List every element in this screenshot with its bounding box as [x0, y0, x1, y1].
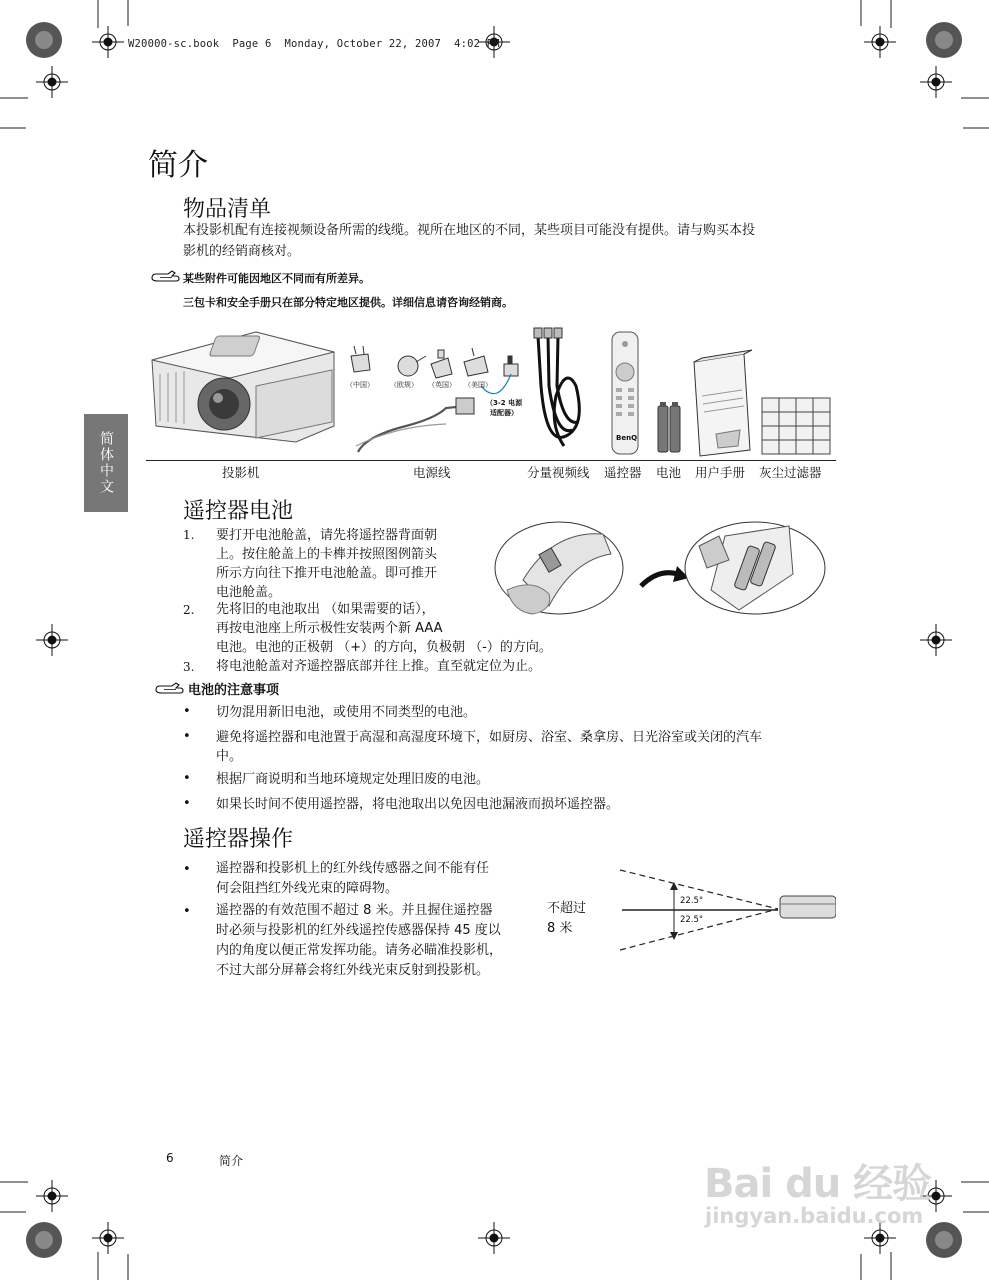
step-1-line-4: 电池舱盖。 — [216, 585, 282, 600]
packing-illustration — [146, 326, 836, 466]
note-hand-icon — [150, 269, 182, 289]
plug-images — [351, 346, 518, 378]
dust-filter-image — [762, 398, 830, 454]
footer-section: 简介 — [219, 1154, 244, 1168]
step-2-line-1: 先将旧的电池取出 （如果需要的话）， — [216, 602, 435, 617]
bullet: • — [183, 729, 191, 744]
operation-1-line-1: 遥控器和投影机上的红外线传感器之间不能有任 — [216, 861, 490, 876]
step-2-line-2: 再按电池座上所示极性安装两个新 AAA — [216, 621, 443, 636]
plug-label-eu: （欧规） — [390, 381, 418, 389]
step-1-line-3: 所示方向往下推开电池舱盖。即可推开 — [216, 566, 438, 581]
range-label-2: 8 米 — [547, 921, 573, 936]
bullet: • — [183, 771, 191, 786]
caution-hand-icon — [154, 681, 186, 701]
caption-power-cord: 电源线 — [413, 465, 451, 480]
packing-intro-line-2: 影机的经销商核对。 — [183, 244, 301, 259]
caution-1: 切勿混用新旧电池，或使用不同类型的电池。 — [216, 705, 477, 720]
section-title: 简介 — [148, 148, 208, 183]
plug-label-uk: （英国） — [428, 381, 456, 389]
angle-bottom: 22.5° — [680, 915, 704, 925]
packing-heading: 物品清单 — [183, 197, 272, 222]
language-side-tab — [84, 414, 128, 512]
remote-brand: BenQ — [616, 434, 638, 442]
caution-2-cont: 中。 — [216, 749, 243, 764]
note-2: 三包卡和安全手册只在部分特定地区提供。详细信息请咨询经销商。 — [183, 296, 513, 309]
battery-illustration — [493, 520, 835, 616]
page-number: 6 — [166, 1151, 174, 1165]
watermark-url: jingyan.baidu.com — [705, 1204, 924, 1228]
note-1: 某些附件可能因地区不同而有所差异。 — [183, 272, 370, 285]
plug-label-china: （中国） — [346, 381, 374, 389]
watermark-logo: Bai du 经验 — [704, 1161, 932, 1207]
caption-battery: 电池 — [656, 465, 682, 480]
operation-2-line-2: 时必须与投影机的红外线遥控传感器保持 45 度以 — [216, 923, 501, 938]
step-3-number: 3. — [183, 660, 195, 674]
caution-2: 避免将遥控器和电池置于高湿和高湿度环境下，如厨房、浴室、桑拿房、日光浴室或关闭的汽车 — [216, 730, 763, 745]
ir-range-diagram — [618, 864, 836, 954]
caption-component-cable: 分量视频线 — [527, 465, 590, 480]
range-label-1: 不超过 — [547, 901, 587, 916]
plug-label-us: （美国） — [464, 381, 492, 389]
angle-top: 22.5° — [680, 896, 704, 906]
adapter-label-1: （3-2 电源 — [486, 399, 523, 407]
caption-rule — [146, 460, 836, 461]
operation-2-line-1: 遥控器的有效范围不超过 8 米。并且握住遥控器 — [216, 903, 493, 918]
caution-3: 根据厂商说明和当地环境规定处理旧废的电池。 — [216, 772, 490, 787]
step-1-line-1: 要打开电池舱盖，请先将遥控器背面朝 — [216, 528, 438, 543]
operation-2-line-3: 内的角度以便正常发挥功能。请务必瞄准投影机， — [216, 943, 503, 958]
packing-intro-line-1: 本投影机配有连接视频设备所需的线缆。视所在地区的不同，某些项目可能没有提供。请与购买本投 — [183, 223, 756, 238]
caption-projector: 投影机 — [222, 465, 260, 480]
battery-heading: 遥控器电池 — [183, 499, 294, 524]
step-3-line: 将电池舱盖对齐遥控器底部并往上推。直至就定位为止。 — [216, 659, 542, 674]
caution-4: 如果长时间不使用遥控器，将电池取出以免因电池漏液而损坏遥控器。 — [216, 797, 620, 812]
operation-2-line-4: 不过大部分屏幕会将红外线光束反射到投影机。 — [216, 963, 490, 978]
bullet: • — [183, 862, 191, 877]
language-side-tab-label: 简体中文 — [98, 431, 114, 495]
step-2-line-3: 电池。电池的正极朝 （+）的方向，负极朝 （-）的方向。 — [216, 640, 552, 655]
caption-dust-filter: 灰尘过滤器 — [759, 465, 822, 480]
caption-manual: 用户手册 — [695, 465, 746, 480]
projector-image — [152, 332, 334, 442]
adapter-label-2: 适配器） — [490, 409, 518, 417]
operation-heading: 遥控器操作 — [183, 827, 294, 852]
bullet: • — [183, 704, 191, 719]
step-1-line-2: 上。按住舱盖上的卡榫并按照图例箭头 — [216, 547, 438, 562]
bullet: • — [183, 796, 191, 811]
caution-title: 电池的注意事项 — [188, 683, 280, 698]
step-2-number: 2. — [183, 603, 195, 617]
operation-1-line-2: 何会阻挡红外线光束的障碍物。 — [216, 881, 399, 896]
bullet: • — [183, 904, 191, 919]
caption-remote: 遥控器 — [604, 465, 642, 480]
step-1-number: 1. — [183, 528, 195, 542]
book-file-info: W20000-sc.book Page 6 Monday, October 22, 2007 4:02 PM — [128, 38, 500, 50]
